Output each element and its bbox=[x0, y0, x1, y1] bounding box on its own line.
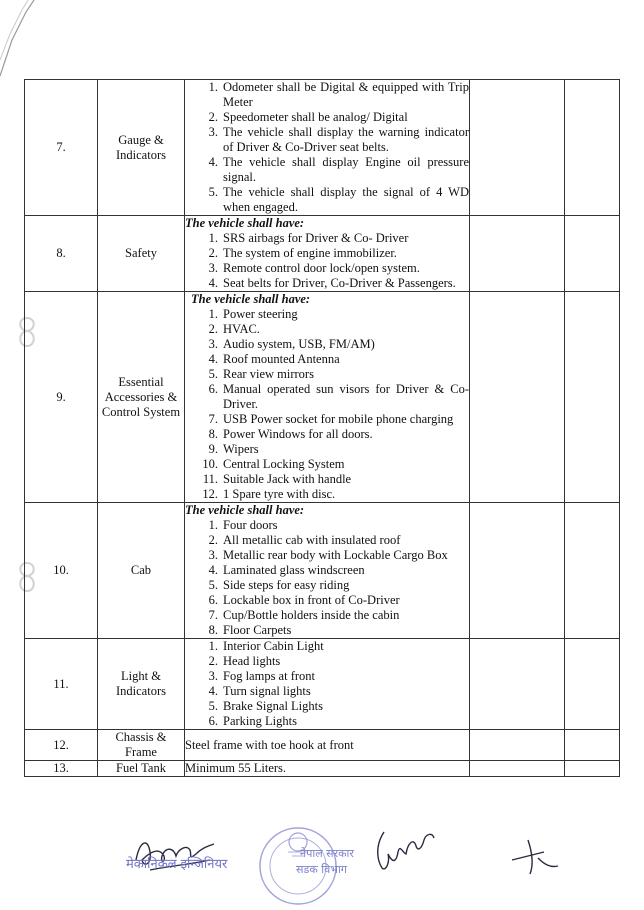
spec-list bbox=[185, 639, 469, 729]
list-item-text: Cup/Bottle holders inside the cabin bbox=[223, 608, 400, 622]
list-item bbox=[185, 231, 469, 246]
list-item-number: 1. bbox=[208, 307, 218, 321]
list-item-text: The vehicle shall display Engine oil pressure signal. bbox=[223, 155, 469, 184]
list-item bbox=[185, 533, 469, 548]
stamp-text-line2: सडक विभाग bbox=[296, 863, 348, 876]
empty-cell bbox=[470, 80, 565, 216]
list-item-number: 3. bbox=[208, 548, 218, 562]
item-name: Safety bbox=[98, 216, 185, 292]
list-item-text: Power Windows for all doors. bbox=[223, 427, 373, 441]
list-item-text: Head lights bbox=[223, 654, 281, 668]
row-number: 11. bbox=[25, 639, 98, 730]
specification-cell bbox=[185, 761, 470, 777]
table-row bbox=[25, 639, 620, 730]
specification-cell bbox=[185, 292, 470, 503]
signatory-caption: मेकानिकल इन्जिनियर bbox=[126, 857, 228, 872]
list-item-number: 2. bbox=[208, 654, 218, 668]
row-number: 8. bbox=[25, 216, 98, 292]
specification-cell bbox=[185, 639, 470, 730]
list-item-number: 10. bbox=[202, 457, 218, 471]
empty-cell bbox=[565, 292, 620, 503]
row-number: 13. bbox=[25, 761, 98, 777]
list-item bbox=[185, 246, 469, 261]
list-item-number: 1. bbox=[208, 80, 218, 94]
list-item bbox=[185, 185, 469, 215]
list-item-text: Brake Signal Lights bbox=[223, 699, 323, 713]
list-item bbox=[185, 714, 469, 729]
list-item-text: USB Power socket for mobile phone charging bbox=[223, 412, 454, 426]
list-item-text: HVAC. bbox=[223, 322, 260, 336]
spec-list bbox=[185, 80, 469, 215]
list-item-number: 2. bbox=[208, 322, 218, 336]
spec-text: Steel frame with toe hook at front bbox=[185, 737, 354, 752]
list-item-number: 5. bbox=[208, 185, 218, 199]
list-item bbox=[185, 639, 469, 654]
empty-cell bbox=[470, 761, 565, 777]
list-item-number: 4. bbox=[208, 155, 218, 169]
list-item-text: Parking Lights bbox=[223, 714, 297, 728]
table-row bbox=[25, 503, 620, 639]
row-number: 12. bbox=[25, 730, 98, 761]
list-item bbox=[185, 472, 469, 487]
signature-area bbox=[0, 820, 644, 910]
list-item-text: Metallic rear body with Lockable Cargo Box bbox=[223, 548, 448, 562]
list-item-text: Laminated glass windscreen bbox=[223, 563, 365, 577]
empty-cell bbox=[470, 503, 565, 639]
list-item-number: 1. bbox=[208, 231, 218, 245]
list-item bbox=[185, 155, 469, 185]
empty-cell bbox=[565, 80, 620, 216]
spec-intro: The vehicle shall have: bbox=[191, 292, 311, 306]
list-item-text: Manual operated sun visors for Driver & Co-Driver. bbox=[223, 382, 469, 411]
list-item-number: 11. bbox=[202, 472, 218, 486]
list-item-number: 1. bbox=[208, 518, 218, 532]
table-row bbox=[25, 292, 620, 503]
list-item bbox=[185, 457, 469, 472]
list-item bbox=[185, 382, 469, 412]
empty-cell bbox=[565, 639, 620, 730]
list-item-number: 4. bbox=[208, 563, 218, 577]
list-item-text: Speedometer shall be analog/ Digital bbox=[223, 110, 408, 124]
item-name: Cab bbox=[98, 503, 185, 639]
table-row bbox=[25, 216, 620, 292]
row-number: 10. bbox=[25, 503, 98, 639]
list-item bbox=[185, 548, 469, 563]
empty-cell bbox=[470, 292, 565, 503]
item-name: Essential Accessories & Control System bbox=[98, 292, 185, 503]
list-item-number: 3. bbox=[208, 261, 218, 275]
spec-intro: The vehicle shall have: bbox=[185, 503, 305, 517]
list-item bbox=[185, 623, 469, 638]
list-item bbox=[185, 578, 469, 593]
list-item-text: The vehicle shall display the signal of 4 WD when engaged. bbox=[223, 185, 469, 214]
list-item-number: 4. bbox=[208, 684, 218, 698]
list-item bbox=[185, 593, 469, 608]
list-item-text: Odometer shall be Digital & equipped with Trip Meter bbox=[223, 80, 469, 109]
list-item bbox=[185, 442, 469, 457]
list-item-number: 7. bbox=[208, 412, 218, 426]
corner-fold-mark bbox=[0, 0, 40, 80]
specification-cell bbox=[185, 503, 470, 639]
list-item bbox=[185, 427, 469, 442]
list-item-number: 3. bbox=[208, 337, 218, 351]
list-item-number: 6. bbox=[208, 382, 218, 396]
list-item-text: Roof mounted Antenna bbox=[223, 352, 340, 366]
empty-cell bbox=[470, 216, 565, 292]
empty-cell bbox=[565, 730, 620, 761]
specification-table bbox=[24, 79, 620, 777]
list-item bbox=[185, 563, 469, 578]
list-item-number: 6. bbox=[208, 714, 218, 728]
list-item-number: 1. bbox=[208, 639, 218, 653]
list-item-text: Suitable Jack with handle bbox=[223, 472, 352, 486]
item-name: Gauge & Indicators bbox=[98, 80, 185, 216]
list-item-text: Rear view mirrors bbox=[223, 367, 314, 381]
empty-cell bbox=[470, 730, 565, 761]
empty-cell bbox=[470, 639, 565, 730]
list-item-text: Audio system, USB, FM/AM) bbox=[223, 337, 375, 351]
list-item-number: 4. bbox=[208, 352, 218, 366]
signature-right bbox=[508, 834, 562, 878]
list-item-number: 2. bbox=[208, 533, 218, 547]
list-item-number: 4. bbox=[208, 276, 218, 290]
table-row bbox=[25, 761, 620, 777]
list-item-text: Central Locking System bbox=[223, 457, 345, 471]
list-item-text: SRS airbags for Driver & Co- Driver bbox=[223, 231, 409, 245]
signature-middle bbox=[372, 822, 442, 878]
list-item bbox=[185, 367, 469, 382]
list-item bbox=[185, 518, 469, 533]
list-item-text: Lockable box in front of Co-Driver bbox=[223, 593, 400, 607]
item-name: Fuel Tank bbox=[98, 761, 185, 777]
list-item bbox=[185, 608, 469, 623]
list-item bbox=[185, 669, 469, 684]
list-item bbox=[185, 337, 469, 352]
list-item bbox=[185, 322, 469, 337]
list-item bbox=[185, 412, 469, 427]
list-item-number: 3. bbox=[208, 669, 218, 683]
item-name: Light & Indicators bbox=[98, 639, 185, 730]
list-item-text: Remote control door lock/open system. bbox=[223, 261, 420, 275]
list-item bbox=[185, 487, 469, 502]
list-item-text: Interior Cabin Light bbox=[223, 639, 324, 653]
list-item-number: 2. bbox=[208, 110, 218, 124]
list-item bbox=[185, 684, 469, 699]
list-item-text: Seat belts for Driver, Co-Driver & Passengers. bbox=[223, 276, 456, 290]
spec-text: Minimum 55 Liters. bbox=[185, 761, 287, 775]
list-item-number: 6. bbox=[208, 593, 218, 607]
table-row bbox=[25, 730, 620, 761]
list-item bbox=[185, 699, 469, 714]
list-item-text: Turn signal lights bbox=[223, 684, 311, 698]
list-item-number: 5. bbox=[208, 367, 218, 381]
list-item-text: All metallic cab with insulated roof bbox=[223, 533, 401, 547]
list-item-text: Floor Carpets bbox=[223, 623, 292, 637]
list-item-text: The system of engine immobilizer. bbox=[223, 246, 397, 260]
list-item-number: 7. bbox=[208, 608, 218, 622]
list-item bbox=[185, 110, 469, 125]
list-item bbox=[185, 125, 469, 155]
empty-cell bbox=[565, 761, 620, 777]
list-item-number: 12. bbox=[202, 487, 218, 501]
table-row bbox=[25, 80, 620, 216]
specification-cell bbox=[185, 216, 470, 292]
stamp-text-line1: नेपाल सरकार bbox=[300, 847, 354, 860]
row-number: 9. bbox=[25, 292, 98, 503]
list-item-number: 8. bbox=[208, 427, 218, 441]
list-item-text: Wipers bbox=[223, 442, 259, 456]
spec-list bbox=[185, 518, 469, 638]
list-item-text: Fog lamps at front bbox=[223, 669, 316, 683]
list-item-number: 9. bbox=[208, 442, 218, 456]
row-number: 7. bbox=[25, 80, 98, 216]
list-item bbox=[185, 261, 469, 276]
list-item-number: 5. bbox=[208, 578, 218, 592]
list-item-text: The vehicle shall display the warning indicator of Driver & Co-Driver seat belts. bbox=[223, 125, 469, 154]
list-item-number: 5. bbox=[208, 699, 218, 713]
specification-cell bbox=[185, 80, 470, 216]
list-item-text: Side steps for easy riding bbox=[223, 578, 350, 592]
spec-list bbox=[185, 231, 469, 291]
list-item bbox=[185, 276, 469, 291]
empty-cell bbox=[565, 503, 620, 639]
list-item-text: Power steering bbox=[223, 307, 298, 321]
item-name: Chassis & Frame bbox=[98, 730, 185, 761]
list-item-number: 3. bbox=[208, 125, 218, 139]
list-item bbox=[185, 654, 469, 669]
list-item-number: 2. bbox=[208, 246, 218, 260]
list-item bbox=[185, 352, 469, 367]
spec-intro: The vehicle shall have: bbox=[185, 216, 305, 230]
list-item bbox=[185, 80, 469, 110]
list-item bbox=[185, 307, 469, 322]
list-item-number: 8. bbox=[208, 623, 218, 637]
empty-cell bbox=[565, 216, 620, 292]
list-item-text: 1 Spare tyre with disc. bbox=[223, 487, 336, 501]
specification-cell bbox=[185, 730, 470, 761]
spec-list bbox=[185, 307, 469, 502]
list-item-text: Four doors bbox=[223, 518, 278, 532]
